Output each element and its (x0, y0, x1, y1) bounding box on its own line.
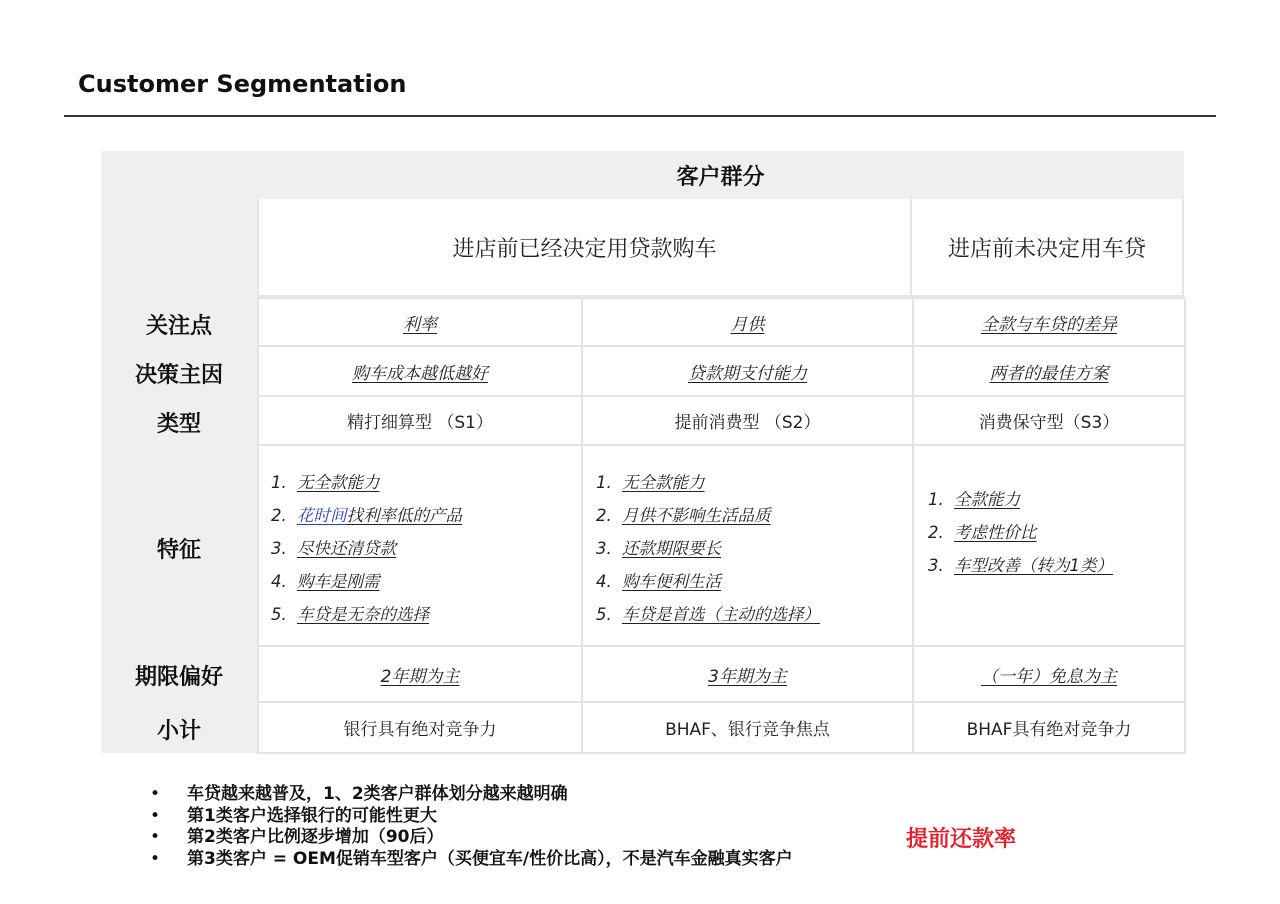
list-number: 5. (271, 605, 287, 624)
list-number: 2. (596, 506, 612, 525)
bullet-icon: • (150, 848, 161, 869)
table-cell (581, 645, 914, 703)
row-label-driver: 决策主因 (134, 363, 223, 388)
s1-trait-text: 尽快还清贷款 (297, 539, 396, 558)
table-cell (257, 395, 583, 446)
table-cell (257, 701, 583, 754)
s1-focus: 利率 (403, 314, 437, 335)
s2-type: 提前消费型 （S2） (674, 413, 821, 433)
list-item (150, 849, 793, 871)
list-number: 1. (596, 473, 612, 492)
table-cell (581, 395, 914, 446)
bullet-icon: • (150, 805, 161, 826)
row-label-term: 期限偏好 (134, 665, 223, 690)
list-item (596, 499, 820, 532)
list-item (271, 466, 462, 499)
s1-trait-link[interactable]: 花时间 (297, 506, 347, 525)
list-item (596, 598, 820, 631)
table-cell (581, 701, 914, 754)
note-text: 车贷越来越普及，1、2类客户群体划分越来越明确 (187, 784, 568, 804)
s2-trait-text: 购车便利生活 (622, 572, 721, 591)
s3-trait-text: 车型改善（转为1类） (954, 556, 1113, 575)
list-number: 1. (928, 490, 944, 509)
list-item (271, 499, 462, 532)
s2-trait-text: 车贷是首选（主动的选择） (622, 605, 820, 624)
list-item (596, 532, 820, 565)
s2-traits-list (596, 466, 820, 631)
group-header-undecided: 进店前未决定用车贷 (910, 199, 1184, 297)
s1-trait-text: 找利率低的产品 (346, 506, 462, 525)
s2-trait-text: 月供不影响生活品质 (622, 506, 771, 525)
table-header: 客户群分 (257, 151, 1184, 199)
s3-driver: 两者的最佳方案 (989, 363, 1109, 384)
list-number: 2. (271, 506, 287, 525)
row-label-type: 类型 (156, 412, 201, 437)
list-number: 5. (596, 605, 612, 624)
table-cell (912, 395, 1186, 446)
table-cell (912, 297, 1186, 347)
list-item (150, 784, 793, 806)
row-label-focus: 关注点 (145, 314, 212, 339)
note-text: 第3类客户 = OEM促销车型客户（买便宜车/性价比高），不是汽车金融真实客户 (187, 848, 793, 869)
row-label-traits: 特征 (156, 538, 201, 563)
list-number: 3. (271, 539, 287, 558)
table-cell (912, 345, 1186, 397)
table-cell (581, 345, 914, 397)
s3-traits-list (928, 483, 1113, 582)
list-item (150, 806, 793, 828)
table-cell (581, 297, 914, 347)
s2-summary: BHAF、银行竞争焦点 (665, 720, 830, 740)
table-cell (257, 297, 583, 347)
s3-type: 消费保守型（S3） (978, 413, 1120, 433)
s3-term: （一年）免息为主 (981, 666, 1117, 687)
table-cell (912, 645, 1186, 703)
notes-list (150, 784, 793, 870)
table-cell (912, 701, 1186, 754)
note-text: 第1类客户选择银行的可能性更大 (187, 805, 437, 826)
page-title: Customer Segmentation (78, 70, 407, 98)
s1-trait-text: 购车是刚需 (297, 572, 380, 591)
s3-summary: BHAF具有绝对竞争力 (966, 720, 1132, 740)
s1-traits-list (271, 466, 462, 631)
list-item (928, 483, 1113, 516)
s1-trait-text: 车贷是无奈的选择 (297, 605, 429, 624)
s2-trait-text: 还款期限要长 (622, 539, 721, 558)
note-text: 第2类客户比例逐步增加（90后） (187, 827, 444, 847)
bullet-icon: • (150, 784, 161, 804)
list-number: 1. (271, 473, 287, 492)
row-label-summary: 小计 (156, 719, 201, 744)
s2-term: 3年期为主 (708, 666, 787, 687)
list-item (150, 827, 793, 849)
bullet-icon: • (150, 827, 161, 847)
s3-trait-text: 考虑性价比 (954, 523, 1037, 542)
s1-term: 2年期为主 (380, 666, 460, 687)
list-item (596, 466, 820, 499)
list-item (271, 598, 462, 631)
list-item (271, 565, 462, 598)
list-number: 2. (928, 523, 944, 542)
s2-focus: 月供 (730, 314, 765, 335)
list-number: 4. (596, 572, 612, 591)
highlight-label: 提前还款率 (906, 827, 1017, 852)
s1-driver: 购车成本越低越好 (352, 363, 488, 384)
table-cell (257, 345, 583, 397)
list-item (928, 516, 1113, 549)
s1-summary: 银行具有绝对竞争力 (343, 720, 497, 740)
s2-trait-text: 无全款能力 (622, 473, 705, 492)
list-number: 3. (928, 556, 944, 575)
list-number: 3. (596, 539, 612, 558)
group-header-loan-decided: 进店前已经决定用贷款购车 (257, 199, 912, 297)
s2-driver: 贷款期支付能力 (688, 363, 807, 384)
s1-type: 精打细算型 （S1） (346, 413, 493, 433)
table-cell (257, 645, 583, 703)
s3-trait-text: 全款能力 (954, 490, 1020, 509)
list-number: 4. (271, 572, 287, 591)
list-item (928, 549, 1113, 582)
list-item (596, 565, 820, 598)
list-item (271, 532, 462, 565)
title-divider (64, 115, 1216, 117)
s3-focus: 全款与车贷的差异 (981, 314, 1117, 335)
s1-trait-text: 无全款能力 (297, 473, 380, 492)
